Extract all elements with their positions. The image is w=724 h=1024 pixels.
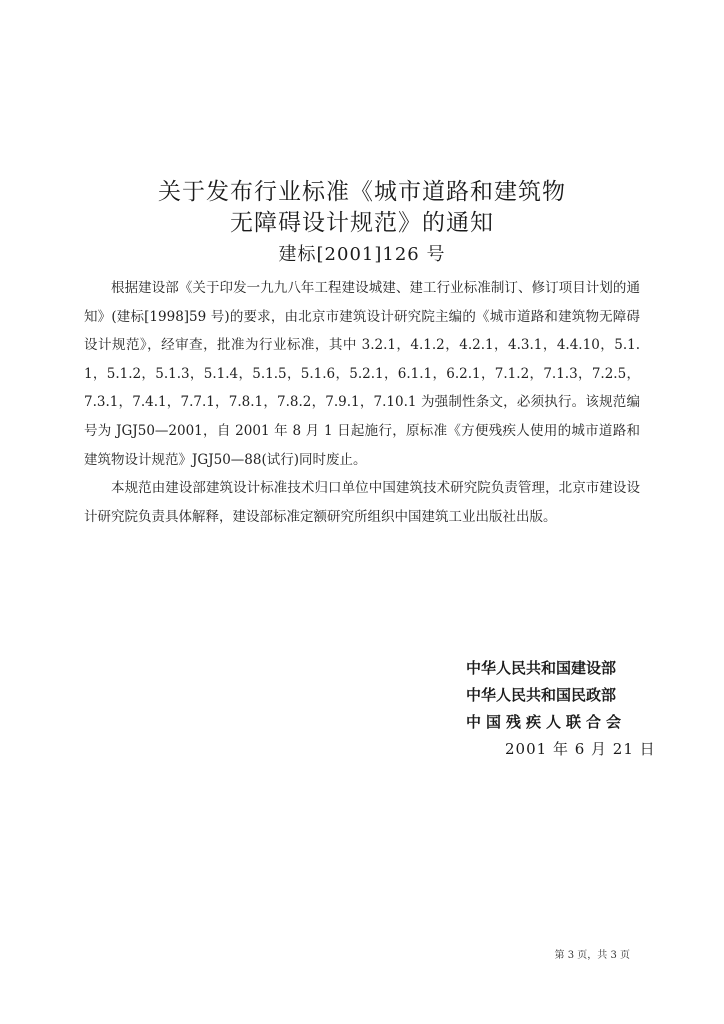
notice-title-line-1: 关于发布行业标准《城市道路和建筑物 xyxy=(158,179,566,205)
issuer-signoff xyxy=(466,655,656,763)
issue-date: 2001 年 6 月 21 日 xyxy=(505,740,656,758)
document-number: 建标[2001]126 号 xyxy=(278,244,446,265)
issuer-disabled-persons-federation: 中国残疾人联合会 xyxy=(466,713,627,731)
issuer-ministry-of-construction: 中华人民共和国建设部 xyxy=(466,659,617,677)
body-paragraph-1: 根据建设部《关于印发一九九八年工程建设城建、建工行业标准制订、修订项目计划的通知》(建标[1998]59 号)的要求，由北京市建筑设计研究院主编的《城市道路和建筑物无障碍设计规范》，经审查，批准为行业标准，其中 3.2.1，4.1.2，4.2.1，4.3.1，4.4.10，5.1.1，5.1.2，5.1.3，5.1.4，5.1.5，5.1.6，5.2.1，6.1.1，6.2.1，7.1.2，7.1.3，7.2.5，7.3.1，7.4.1，7.7.1，7.8.1，7.8.2，7.9.1，7.10.1 为强制性条文，必须执行。该规范编号为 JGJ50—2001，自 2001 年 8 月 1 日起施行，原标准《方便残疾人使用的城市道路和建筑物设计规范》JGJ50—88(试行)同时废止。 xyxy=(84,280,640,468)
page-number-footer: 第 3 页，共 3 页 xyxy=(554,950,630,961)
body-paragraph-2: 本规范由建设部建筑设计标准技术归口单位中国建筑技术研究院负责管理，北京市建设设计研究院负责具体解释，建设部标准定额研究所组织中国建筑工业出版社出版。 xyxy=(84,480,640,525)
notice-body xyxy=(84,274,640,531)
issuer-ministry-of-civil-affairs: 中华人民共和国民政部 xyxy=(466,686,617,704)
notice-title-line-2: 无障碍设计规范》的通知 xyxy=(230,210,494,236)
